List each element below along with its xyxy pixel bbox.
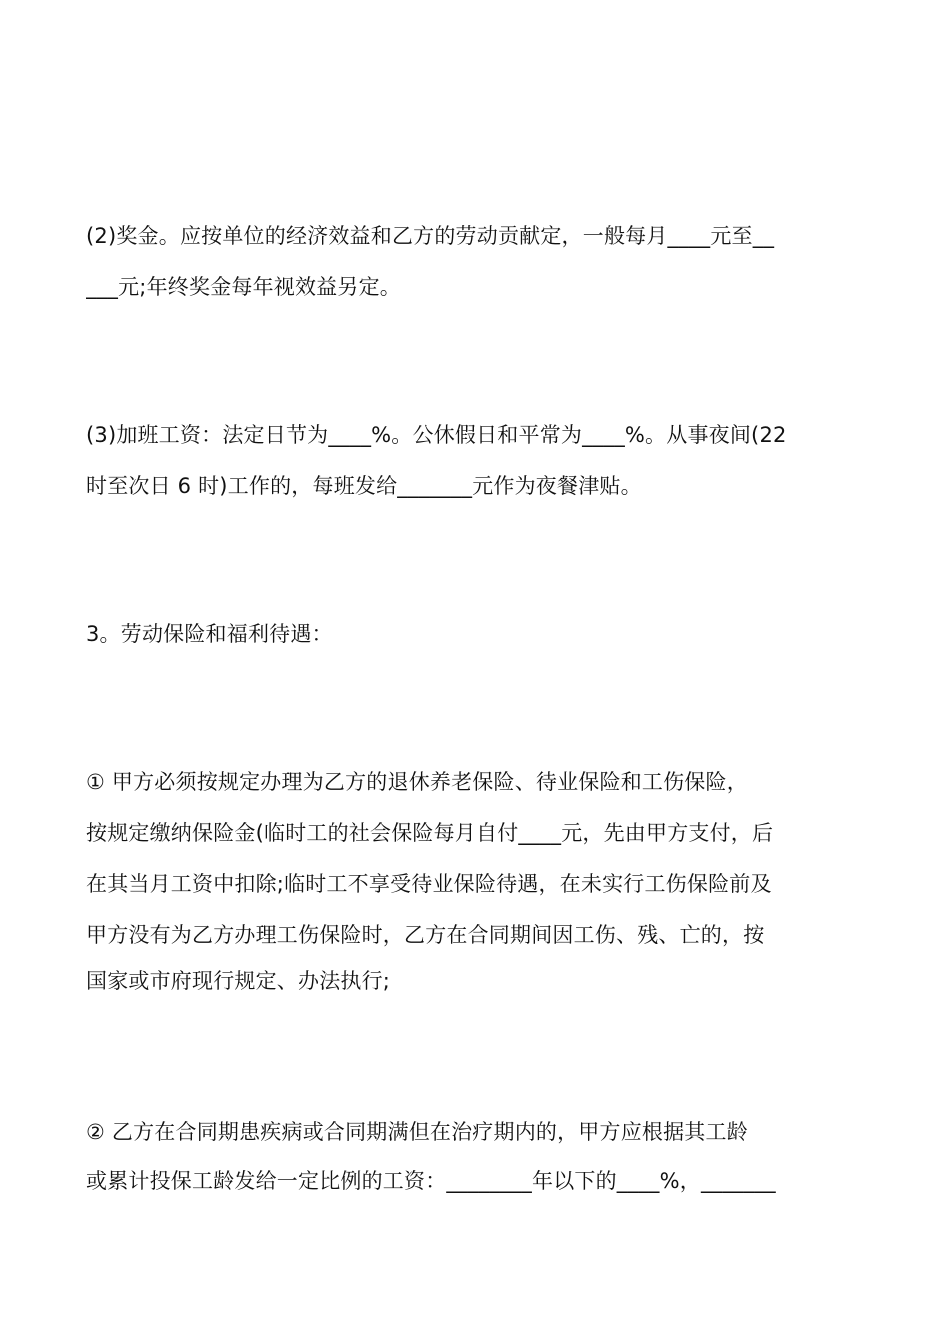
item-1-line-1: ① 甲方必须按规定办理为乙方的退休养老保险、待业保险和工伤保险， [86,770,748,794]
item-2-line-2: 或累计投保工龄发给一定比例的工资：________年以下的____%，_______ [86,1169,776,1193]
overtime-line-2: 时至次日 6 时)工作的，每班发给_______元作为夜餐津贴。 [86,474,642,498]
insurance-heading: 3。劳动保险和福利待遇： [86,622,333,646]
bonus-line-2: ___元;年终奖金每年视效益另定。 [86,275,401,299]
item-2-line-1: ② 乙方在合同期患疾病或合同期满但在治疗期内的，甲方应根据其工龄 [86,1120,748,1144]
item-1-line-3: 在其当月工资中扣除;临时工不享受待业保险待遇，在未实行工伤保险前及 [86,872,772,896]
overtime-line-1: (3)加班工资：法定日节为____%。公休假日和平常为____%。从事夜间(22 [86,423,787,447]
bonus-line-1: (2)奖金。应按单位的经济效益和乙方的劳动贡献定，一般每月____元至__ [86,224,775,248]
item-1-line-4: 甲方没有为乙方办理工伤保险时，乙方在合同期间因工伤、残、亡的，按 [86,923,765,947]
item-1-line-5: 国家或市府现行规定、办法执行; [86,969,391,993]
item-1-line-2: 按规定缴纳保险金(临时工的社会保险每月自付____元，先由甲方支付，后 [86,821,774,845]
